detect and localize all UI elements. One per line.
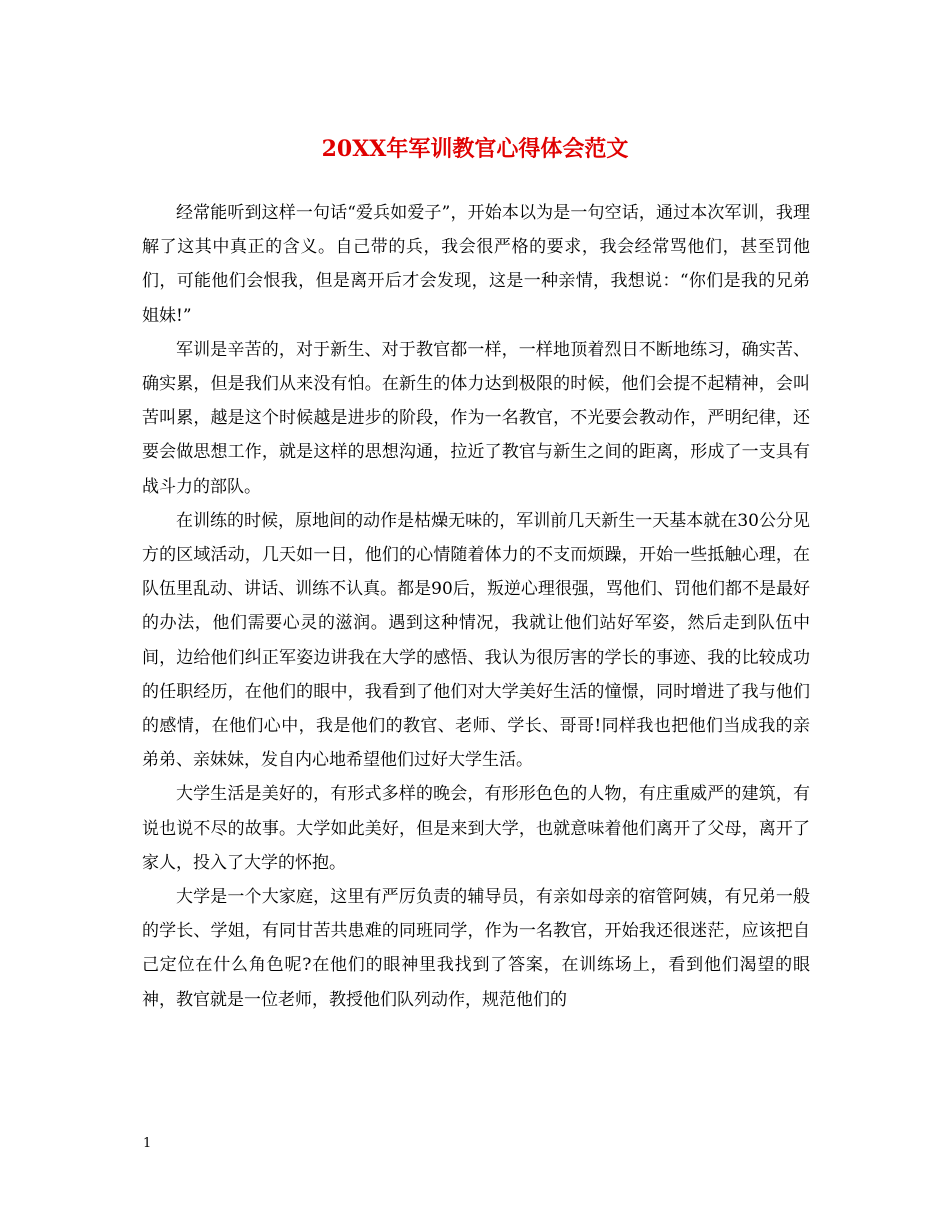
paragraph-4: 大学生活是美好的，有形式多样的晚会，有形形色色的人物，有庄重威严的建筑，有说也说不尽的故事。大学如此美好，但是来到大学，也就意味着他们离开了父母，离开了家人，投入了大学的怀抱。 <box>142 784 810 873</box>
paragraph-3: 在训练的时候，原地间的动作是枯燥无味的，军训前几天新生一天基本就在30公分见方的区域活动，几天如一日，他们的心情随着体力的不支而烦躁，开始一些抵触心理，在队伍里乱动、讲话、训练不认真。都是90后，叛逆心理很强，骂他们、罚他们都不是最好的办法，他们需要心灵的滋润。遇到这种情况，我就让他们站好军姿，然后走到队伍中间，边给他们纠正军姿边讲我在大学的感悟、我认为很厉害的学长的事迹、我的比较成功的任职经历，在他们的眼中，我看到了他们对大学美好生活的憧憬，同时增进了我与他们的感情，在他们心中，我是他们的教官、老师、学长、哥哥!同样我也把他们当成我的亲弟弟、亲妹妹，发自内心地希望他们过好大学生活。 <box>142 510 810 771</box>
document-body <box>142 196 810 1017</box>
paragraph-2: 军训是辛苦的，对于新生、对于教官都一样，一样地顶着烈日不断地练习，确实苦、确实累，但是我们从来没有怕。在新生的体力达到极限的时候，他们会提不起精神，会叫苦叫累，越是这个时候越是进步的阶段，作为一名教官，不光要会教动作，严明纪律，还要会做思想工作，就是这样的思想沟通，拉近了教官与新生之间的距离，形成了一支具有战斗力的部队。 <box>142 339 810 497</box>
page-number: 1 <box>143 1136 152 1151</box>
paragraph-1: 经常能听到这样一句话“爱兵如爱子”，开始本以为是一句空话，通过本次军训，我理解了这其中真正的含义。自己带的兵，我会很严格的要求，我会经常骂他们，甚至罚他们，可能他们会恨我，但是离开后才会发现，这是一种亲情，我想说：“你们是我的兄弟姐妹!” <box>142 203 810 326</box>
document-title: 20XX年军训教官心得体会范文 <box>321 136 629 162</box>
paragraph-5: 大学是一个大家庭，这里有严厉负责的辅导员，有亲如母亲的宿管阿姨，有兄弟一般的学长、学姐，有同甘苦共患难的同班同学，作为一名教官，开始我还很迷茫，应该把自己定位在什么角色呢?在他们的眼神里我找到了答案，在训练场上，看到他们渴望的眼神，教官就是一位老师，教授他们队列动作，规范他们的 <box>142 887 810 1010</box>
